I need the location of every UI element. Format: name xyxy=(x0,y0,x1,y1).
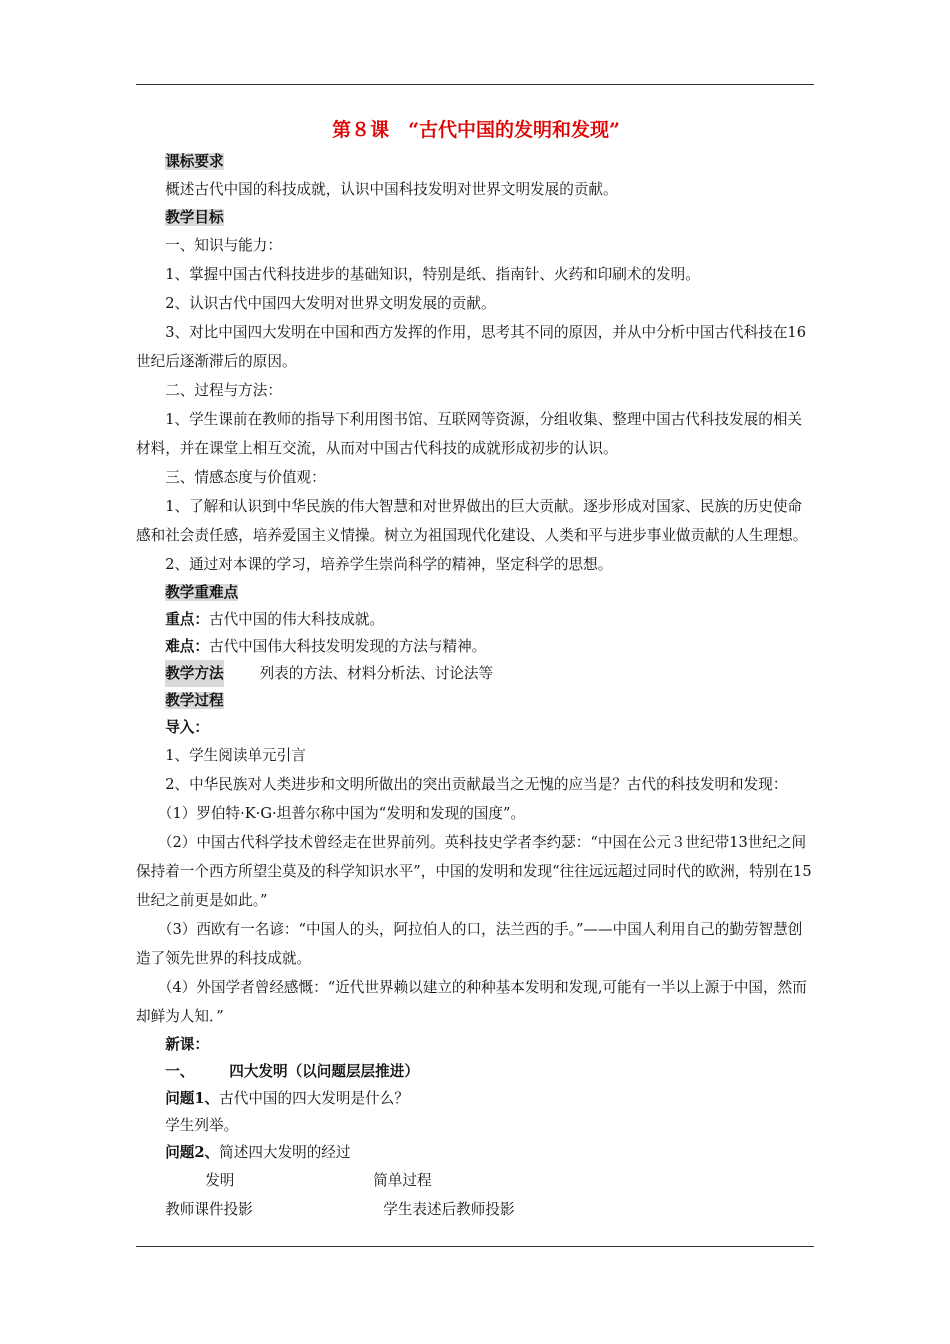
table-cell: 教师课件投影 xyxy=(165,1201,253,1218)
heading-kebiao: 课标要求 xyxy=(165,153,224,170)
difficult-point-label: 难点： xyxy=(165,638,209,655)
paragraph: 1、学生课前在教师的指导下利用图书馆、互联网等资源，分组收集、整理中国古代科技发展的相关材料，并在课堂上相互交流，从而对中国古代科技的成就形成初步的认识。 xyxy=(136,411,803,457)
difficult-point xyxy=(136,633,816,660)
question-1-answer: 学生列举。 xyxy=(165,1117,239,1134)
subheading: 三、情感态度与价值观： xyxy=(165,469,326,486)
subheading: 二、过程与方法： xyxy=(165,382,282,399)
part-one-title: 四大发明（以问题层层推进） xyxy=(229,1063,419,1080)
key-point-text: 古代中国的伟大科技成就。 xyxy=(208,611,385,628)
table-row xyxy=(136,1195,816,1224)
key-point xyxy=(136,606,816,633)
lesson-title: 第８课 “古代中国的发明和发现” xyxy=(332,119,620,141)
quote-item: （4）外国学者曾经感慨：“近代世界赖以建立的种种基本发明和发现,可能有一半以上源于中国，然而却鲜为人知．” xyxy=(136,979,807,1025)
paragraph: 3、对比中国四大发明在中国和西方发挥的作用，思考其不同的原因，并从中分析中国古代科技在16世纪后逐渐滞后的原因。 xyxy=(136,324,806,370)
part-one-heading xyxy=(136,1058,816,1085)
question-2 xyxy=(136,1139,816,1166)
question-1-label: 问题1、 xyxy=(165,1090,220,1107)
footer-rule xyxy=(136,1246,814,1247)
question-2-label: 问题2、 xyxy=(165,1144,220,1161)
table-header-invention: 发明 xyxy=(205,1172,235,1189)
heading-mubiao: 教学目标 xyxy=(165,209,224,226)
difficult-point-text: 古代中国伟大科技发明发现的方法与精神。 xyxy=(208,638,487,655)
method-text: 列表的方法、材料分析法、讨论法等 xyxy=(259,665,494,682)
paragraph: 2、通过对本课的学习，培养学生崇尚科学的精神，坚定科学的思想。 xyxy=(165,556,613,573)
heading-zhongnan: 教学重难点 xyxy=(165,584,239,601)
paragraph: 概述古代中国的科技成就，认识中国科技发明对世界文明发展的贡献。 xyxy=(165,181,618,198)
quote-item: （2）中国古代科学技术曾经走在世界前列。英科技史学者李约瑟：“中国在公元３世纪带13世纪之间保持着一个西方所望尘莫及的科学知识水平”，中国的发明和发现“往往远远超过同时代的欧洲，特别在15世纪之前更是如此。” xyxy=(136,834,812,909)
heading-guocheng: 教学过程 xyxy=(165,692,224,709)
table-header-process: 简单过程 xyxy=(373,1172,432,1189)
key-point-label: 重点： xyxy=(165,611,209,628)
new-lesson-label: 新课： xyxy=(165,1036,209,1053)
paragraph: 2、中华民族对人类进步和文明所做出的突出贡献最当之无愧的应当是？古代的科技发明和发现： xyxy=(165,776,788,793)
paragraph: 1、学生阅读单元引言 xyxy=(165,747,306,764)
subheading: 一、知识与能力： xyxy=(165,237,282,254)
intro-label: 导入： xyxy=(165,719,209,736)
paragraph: 2、认识古代中国四大发明对世界文明发展的贡献。 xyxy=(165,295,496,312)
quote-item: （1）罗伯特·K·G·坦普尔称中国为“发明和发现的国度”。 xyxy=(157,805,526,822)
quote-item: （3）西欧有一名谚：“中国人的头，阿拉伯人的口，法兰西的手。”——中国人利用自己的勤劳智慧创造了领先世界的科技成就。 xyxy=(136,921,803,967)
heading-fangfa: 教学方法 xyxy=(165,660,223,687)
header-rule xyxy=(136,84,814,85)
table-header-row xyxy=(136,1166,816,1195)
question-1-text: 古代中国的四大发明是什么？ xyxy=(219,1090,409,1107)
part-one-number: 一、 xyxy=(165,1063,195,1080)
question-2-text: 简述四大发明的经过 xyxy=(219,1144,351,1161)
document-body xyxy=(136,118,816,1224)
paragraph: 1、掌握中国古代科技进步的基础知识，特别是纸、指南针、火药和印刷术的发明。 xyxy=(165,266,700,283)
table-cell: 学生表述后教师投影 xyxy=(383,1201,515,1218)
paragraph: 1、了解和认识到中华民族的伟大智慧和对世界做出的巨大贡献。逐步形成对国家、民族的历史使命感和社会责任感，培养爱国主义情操。树立为祖国现代化建设、人类和平与进步事业做贡献的人生理想。 xyxy=(136,498,808,544)
method-line xyxy=(136,660,816,687)
question-1 xyxy=(136,1085,816,1112)
